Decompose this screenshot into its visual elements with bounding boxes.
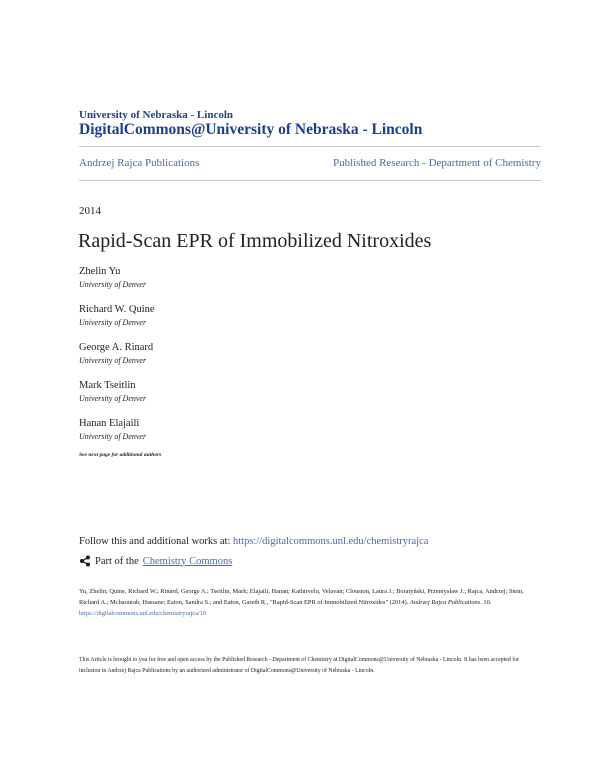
author-name: Mark Tseitlin — [79, 380, 136, 391]
follow-label: Follow this and additional works at: — [79, 536, 233, 547]
additional-authors-note: See next page for additional authors — [79, 452, 162, 458]
access-footnote: This Article is brought to you for free and open access by the Published Research - Department of Chemistry at DigitalCommons@University of Nebraska - Lincoln. It has been accepted for inclusion in Andrzej Rajca Publications by an authorized administrator of DigitalCommons@University of Nebraska - Lincoln. — [79, 657, 519, 674]
author-entry — [79, 341, 153, 367]
follow-line — [79, 536, 428, 547]
publication-year: 2014 — [79, 205, 101, 217]
institution-name: University of Nebraska - Lincoln — [79, 109, 233, 121]
author-entry — [79, 379, 146, 405]
author-name: George A. Rinard — [79, 342, 154, 353]
author-affiliation: University of Denver — [79, 356, 147, 365]
part-of-line — [79, 555, 232, 567]
part-of-label: Part of the — [95, 555, 139, 567]
share-icon — [79, 555, 91, 567]
author-entry — [79, 265, 146, 291]
author-affiliation: University of Denver — [79, 318, 147, 327]
paper-title: Rapid-Scan EPR of Immobilized Nitroxides — [78, 230, 432, 252]
chemistry-commons-link[interactable]: Chemistry Commons — [142, 555, 233, 567]
repository-name: DigitalCommons@University of Nebraska - Lincoln — [79, 121, 423, 138]
citation-number: . 10. — [480, 599, 492, 606]
author-affiliation: University of Denver — [79, 432, 147, 441]
citation-text: Yu, Zhelin; Quine, Richard W.; Rinard, George A.; Tseitlin, Mark; Elajaili, Hanan; Kathirvelu, Velavan; Clouston, Laura J.; Boratyński, Przemysław J.; Rajca, Andrzej; Stein, Richard A.; Mchaourab, Hassane; Eaton, Sandra S.; and Eaton, Gareth R., "Rapid-Scan EPR of Immobilized Nitroxides" (2014). — [79, 588, 524, 606]
series-link[interactable]: Andrzej Rajca Publications — [79, 157, 200, 169]
author-entry — [79, 417, 146, 443]
citation-block — [79, 586, 541, 619]
author-affiliation: University of Denver — [79, 280, 147, 289]
header-divider — [79, 146, 541, 147]
citation-url-link[interactable]: https://digitalcommons.unl.edu/chemistryrajca/10 — [79, 610, 207, 617]
collection-url-link[interactable]: https://digitalcommons.unl.edu/chemistryrajca — [233, 536, 429, 547]
author-entry — [79, 303, 155, 329]
author-affiliation: University of Denver — [79, 394, 147, 403]
author-name: Hanan Elajaili — [79, 418, 140, 429]
citation-series: Andrzej Rajca Publications — [409, 599, 481, 606]
author-name: Richard W. Quine — [79, 304, 155, 315]
nav-divider — [79, 180, 541, 181]
department-link[interactable]: Published Research - Department of Chemistry — [332, 157, 541, 169]
author-name: Zhelin Yu — [79, 266, 121, 277]
